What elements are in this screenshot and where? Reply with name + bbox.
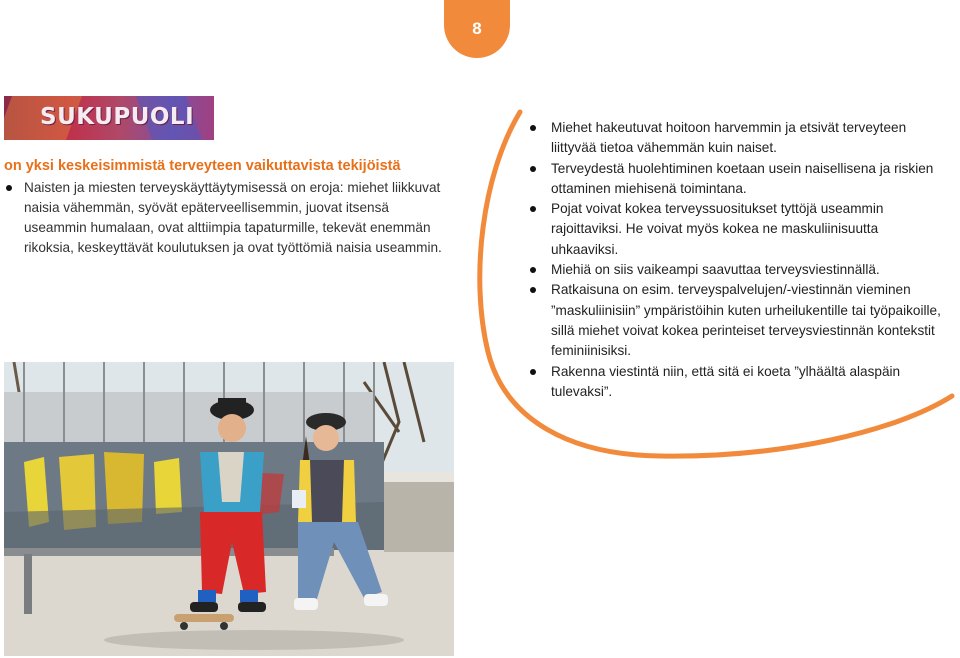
list-item-text: Terveydestä huolehtiminen koetaan usein naisellisena ja riskien ottaminen miehisenä toimintana.: [551, 160, 934, 196]
list-item-text: Miehet hakeutuvat hoitoon harvemmin ja etsivät terveyteen liittyvää tietoa vähemmän kuin naiset.: [551, 120, 907, 156]
list-item-text: Ratkaisuna on esim. terveyspalvelujen/-viestinnän vieminen ”maskuliinisiin” ympäristöihin kuten urheilukentille tai työpaikoille, sillä miehet voivat kokea perinteiset terveysviestinnän kontekstit feminiinisiksi.: [551, 282, 941, 359]
bullet-icon: [530, 369, 536, 375]
skatepark-photo: [4, 362, 454, 656]
list-item: [528, 159, 948, 200]
bullet-icon: [530, 287, 536, 293]
bullet-icon: [530, 267, 536, 273]
list-item-text: Pojat voivat kokea terveyssuositukset tyttöjä useammin rajoittaviksi. He voivat myös kokea ne maskuliinisuutta uhkaaviksi.: [551, 201, 884, 257]
bullet-icon: [530, 166, 536, 172]
photo-illustration: [4, 362, 454, 656]
left-heading: on yksi keskeisimmistä terveyteen vaikuttavista tekijöistä: [4, 158, 401, 174]
list-item: [528, 199, 948, 260]
list-item-text: Rakenna viestintä niin, että sitä ei koeta ”ylhäältä alaspäin tulevaksi”.: [551, 363, 901, 399]
list-item-text: Miehiä on siis vaikeampi saavuttaa terveysviestinnällä.: [551, 262, 880, 278]
list-item: [528, 362, 948, 403]
list-item: [528, 118, 948, 159]
list-item: [528, 280, 948, 361]
list-item-text: Naisten ja miesten terveyskäyttäytymisessä on eroja: miehet liikkuvat naisia vähemmän, syövät epäterveellisemmin, juovat itsensä useammin humalaan, ovat alttiimpia tapaturmille, tekevät enemmän rikoksia, keskeyttävät koulutuksen ja ovat työttömiä naisia useammin.: [24, 180, 442, 255]
page-number: 8: [472, 19, 482, 38]
bullet-icon: [530, 206, 536, 212]
bullet-icon: [530, 125, 536, 131]
right-bullet-list: [528, 118, 948, 402]
list-item: [528, 260, 948, 280]
banner-title: SUKUPUOLI: [40, 104, 195, 130]
